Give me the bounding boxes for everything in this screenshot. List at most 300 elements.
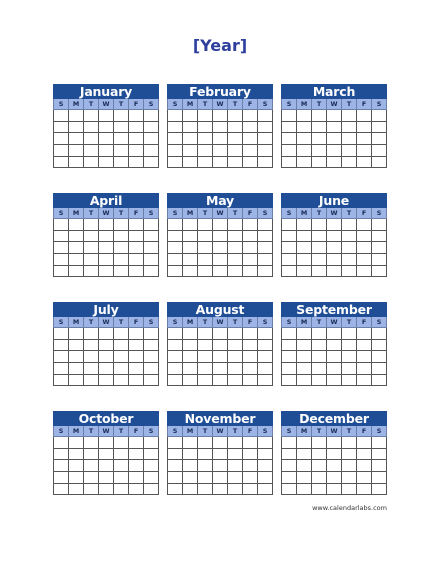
day-cell (243, 145, 258, 157)
day-cell (198, 254, 213, 266)
weekday-header-row (281, 208, 387, 219)
day-cell (228, 328, 243, 340)
day-cell (69, 437, 84, 449)
day-cell (144, 460, 159, 472)
day-cell (228, 231, 243, 243)
month-name: January (53, 84, 159, 99)
day-cell (99, 231, 114, 243)
day-cell (357, 437, 372, 449)
month-name: June (281, 193, 387, 208)
day-cell (228, 242, 243, 254)
day-cell (114, 484, 129, 496)
day-cell (129, 122, 144, 134)
day-cell (327, 157, 342, 169)
day-cell (69, 219, 84, 231)
day-cell (129, 484, 144, 496)
day-cell (372, 460, 387, 472)
day-cell (198, 133, 213, 145)
day-cell (84, 472, 99, 484)
day-cell (99, 157, 114, 169)
day-cell (258, 363, 273, 375)
weekday-header-row (167, 317, 273, 328)
day-cell (342, 363, 357, 375)
day-cell (282, 351, 297, 363)
day-cell (198, 363, 213, 375)
day-cell (114, 157, 129, 169)
day-cell (129, 254, 144, 266)
day-cell (312, 157, 327, 169)
day-cell (372, 254, 387, 266)
day-cell (282, 157, 297, 169)
day-cell (198, 157, 213, 169)
day-cell (297, 231, 312, 243)
weekday-label: T (228, 426, 243, 437)
day-cell (54, 133, 69, 145)
day-cell (228, 254, 243, 266)
day-cell (258, 340, 273, 352)
day-cell (228, 122, 243, 134)
weekday-label: S (168, 99, 183, 110)
day-cell (228, 266, 243, 278)
day-cell (282, 363, 297, 375)
weekday-label: T (84, 426, 99, 437)
day-cell (312, 363, 327, 375)
day-cell (198, 472, 213, 484)
day-cell (213, 157, 228, 169)
day-cell (144, 110, 159, 122)
day-cell (297, 110, 312, 122)
day-cell (228, 363, 243, 375)
day-cell (84, 122, 99, 134)
weekday-label: F (357, 317, 372, 328)
day-cell (312, 351, 327, 363)
day-cell (213, 133, 228, 145)
day-cell (198, 460, 213, 472)
day-cell (258, 145, 273, 157)
day-cell (342, 449, 357, 461)
day-cell (84, 328, 99, 340)
day-cell (312, 340, 327, 352)
day-cell (168, 449, 183, 461)
day-cell (228, 219, 243, 231)
day-cell (114, 472, 129, 484)
day-cell (243, 351, 258, 363)
day-cell (243, 375, 258, 387)
day-cell (297, 460, 312, 472)
day-cell (129, 157, 144, 169)
weekday-label: S (168, 317, 183, 328)
day-cell (198, 122, 213, 134)
day-cell (282, 449, 297, 461)
day-cell (198, 242, 213, 254)
day-cell (342, 437, 357, 449)
day-cell (144, 351, 159, 363)
day-cell (342, 133, 357, 145)
day-cell (114, 437, 129, 449)
day-cell (357, 266, 372, 278)
weekday-label: F (129, 317, 144, 328)
day-cell (99, 375, 114, 387)
day-cell (282, 242, 297, 254)
weekday-label: M (69, 99, 84, 110)
day-cell (357, 484, 372, 496)
day-cell (168, 363, 183, 375)
day-cell (198, 340, 213, 352)
day-cell (372, 231, 387, 243)
weekday-label: T (342, 426, 357, 437)
day-cell (243, 328, 258, 340)
day-cell (282, 133, 297, 145)
weekday-label: S (282, 317, 297, 328)
day-cell (228, 145, 243, 157)
day-cell (312, 460, 327, 472)
day-cell (327, 351, 342, 363)
day-cell (69, 231, 84, 243)
weekday-label: M (69, 317, 84, 328)
month-may (167, 193, 273, 277)
day-cell (69, 145, 84, 157)
day-cell (327, 122, 342, 134)
day-cell (282, 231, 297, 243)
weekday-label: S (282, 208, 297, 219)
day-cell (114, 231, 129, 243)
day-cell (84, 484, 99, 496)
weekday-label: F (129, 426, 144, 437)
day-cell (183, 254, 198, 266)
day-cell (297, 219, 312, 231)
day-cell (357, 133, 372, 145)
day-cell (168, 122, 183, 134)
day-cell (372, 133, 387, 145)
day-cell (312, 110, 327, 122)
day-cell (168, 375, 183, 387)
day-cell (114, 110, 129, 122)
weekday-label: F (243, 99, 258, 110)
day-cell (357, 375, 372, 387)
day-cell (114, 145, 129, 157)
weekday-label: S (372, 99, 387, 110)
day-cell (69, 133, 84, 145)
day-cell (114, 266, 129, 278)
day-cell (297, 328, 312, 340)
weekday-label: S (372, 317, 387, 328)
day-cell (357, 363, 372, 375)
day-cell (183, 157, 198, 169)
day-cell (129, 437, 144, 449)
day-cell (258, 484, 273, 496)
day-cell (213, 266, 228, 278)
day-cell (357, 460, 372, 472)
day-cell (312, 375, 327, 387)
weekday-header-row (167, 426, 273, 437)
day-cell (357, 122, 372, 134)
day-cell (213, 110, 228, 122)
day-cell (69, 460, 84, 472)
day-cell (114, 340, 129, 352)
day-cell (54, 242, 69, 254)
day-cell (183, 340, 198, 352)
weekday-label: W (213, 426, 228, 437)
day-cell (258, 157, 273, 169)
day-cell (243, 437, 258, 449)
day-cell (282, 122, 297, 134)
day-cell (213, 254, 228, 266)
day-cell (372, 340, 387, 352)
day-cell (297, 242, 312, 254)
day-cells (53, 437, 159, 495)
day-cell (144, 484, 159, 496)
weekday-label: M (183, 317, 198, 328)
day-cell (198, 437, 213, 449)
page-title: [Year] (192, 36, 248, 55)
day-cell (243, 122, 258, 134)
day-cell (99, 472, 114, 484)
day-cell (258, 449, 273, 461)
day-cell (258, 254, 273, 266)
day-cell (183, 266, 198, 278)
day-cell (54, 375, 69, 387)
day-cell (243, 157, 258, 169)
day-cell (144, 363, 159, 375)
day-cell (228, 340, 243, 352)
day-cell (99, 363, 114, 375)
day-cell (114, 122, 129, 134)
day-cell (168, 266, 183, 278)
day-cell (168, 157, 183, 169)
weekday-label: T (84, 317, 99, 328)
day-cell (372, 110, 387, 122)
weekday-label: S (144, 99, 159, 110)
day-cell (297, 437, 312, 449)
day-cell (168, 328, 183, 340)
day-cell (342, 266, 357, 278)
day-cell (342, 328, 357, 340)
day-cell (297, 375, 312, 387)
day-cell (129, 242, 144, 254)
day-cell (258, 110, 273, 122)
day-cell (54, 449, 69, 461)
day-cell (84, 242, 99, 254)
day-cell (297, 145, 312, 157)
day-cell (114, 363, 129, 375)
day-cell (213, 328, 228, 340)
day-cell (114, 242, 129, 254)
day-cell (99, 219, 114, 231)
day-cells (281, 110, 387, 168)
day-cell (84, 460, 99, 472)
day-cell (297, 254, 312, 266)
day-cell (297, 122, 312, 134)
day-cell (357, 145, 372, 157)
day-cell (84, 254, 99, 266)
weekday-label: S (54, 208, 69, 219)
day-cell (183, 133, 198, 145)
weekday-label: T (114, 208, 129, 219)
day-cell (183, 242, 198, 254)
day-cell (213, 363, 228, 375)
day-cell (342, 351, 357, 363)
day-cell (54, 472, 69, 484)
day-cell (54, 145, 69, 157)
day-cell (69, 340, 84, 352)
weekday-label: T (312, 317, 327, 328)
weekday-label: T (198, 426, 213, 437)
weekday-label: W (327, 99, 342, 110)
day-cell (243, 242, 258, 254)
day-cell (198, 328, 213, 340)
month-name: July (53, 302, 159, 317)
day-cell (357, 110, 372, 122)
day-cell (213, 460, 228, 472)
day-cell (258, 375, 273, 387)
weekday-header-row (53, 317, 159, 328)
weekday-label: W (327, 208, 342, 219)
weekday-label: S (168, 208, 183, 219)
day-cell (99, 460, 114, 472)
day-cell (69, 363, 84, 375)
day-cell (372, 266, 387, 278)
month-july (53, 302, 159, 386)
day-cell (342, 231, 357, 243)
day-cell (327, 340, 342, 352)
day-cell (183, 328, 198, 340)
day-cell (312, 133, 327, 145)
day-cell (243, 472, 258, 484)
day-cell (213, 375, 228, 387)
day-cell (312, 449, 327, 461)
weekday-label: M (297, 317, 312, 328)
day-cell (54, 484, 69, 496)
day-cell (129, 133, 144, 145)
weekday-label: W (327, 317, 342, 328)
weekday-label: S (258, 426, 273, 437)
day-cell (342, 340, 357, 352)
weekday-label: S (144, 426, 159, 437)
day-cell (312, 328, 327, 340)
weekday-header-row (281, 317, 387, 328)
weekday-label: T (342, 317, 357, 328)
day-cell (297, 266, 312, 278)
day-cell (84, 157, 99, 169)
day-cell (54, 254, 69, 266)
day-cell (327, 484, 342, 496)
weekday-label: S (372, 426, 387, 437)
day-cell (84, 351, 99, 363)
day-cell (297, 133, 312, 145)
day-cell (228, 133, 243, 145)
month-name: September (281, 302, 387, 317)
day-cell (129, 351, 144, 363)
day-cells (53, 219, 159, 277)
weekday-label: S (54, 426, 69, 437)
day-cell (342, 122, 357, 134)
day-cell (243, 219, 258, 231)
month-name: March (281, 84, 387, 99)
weekday-header-row (53, 208, 159, 219)
day-cell (327, 145, 342, 157)
day-cell (258, 460, 273, 472)
day-cell (282, 254, 297, 266)
day-cells (167, 219, 273, 277)
day-cell (198, 110, 213, 122)
day-cell (297, 157, 312, 169)
weekday-label: S (144, 317, 159, 328)
day-cell (168, 242, 183, 254)
day-cell (297, 351, 312, 363)
day-cell (183, 449, 198, 461)
day-cell (144, 375, 159, 387)
day-cell (54, 460, 69, 472)
weekday-label: F (129, 208, 144, 219)
day-cell (372, 437, 387, 449)
day-cells (281, 219, 387, 277)
day-cell (144, 266, 159, 278)
day-cell (198, 351, 213, 363)
day-cell (198, 375, 213, 387)
day-cell (312, 145, 327, 157)
day-cell (372, 472, 387, 484)
day-cell (168, 340, 183, 352)
month-name: February (167, 84, 273, 99)
month-october (53, 411, 159, 495)
day-cell (84, 110, 99, 122)
month-june (281, 193, 387, 277)
month-name: December (281, 411, 387, 426)
day-cell (99, 437, 114, 449)
day-cell (168, 472, 183, 484)
day-cell (69, 449, 84, 461)
day-cell (99, 242, 114, 254)
weekday-label: F (357, 99, 372, 110)
day-cell (342, 254, 357, 266)
weekday-label: M (69, 426, 84, 437)
day-cell (129, 231, 144, 243)
day-cell (297, 449, 312, 461)
day-cell (357, 351, 372, 363)
day-cell (99, 122, 114, 134)
day-cell (258, 122, 273, 134)
day-cell (84, 145, 99, 157)
weekday-label: F (243, 426, 258, 437)
day-cell (357, 472, 372, 484)
day-cell (357, 449, 372, 461)
day-cell (183, 460, 198, 472)
day-cell (183, 122, 198, 134)
day-cell (357, 231, 372, 243)
weekday-header-row (53, 99, 159, 110)
day-cell (228, 484, 243, 496)
day-cell (312, 472, 327, 484)
day-cell (312, 122, 327, 134)
day-cells (167, 328, 273, 386)
weekday-label: T (342, 99, 357, 110)
weekday-label: S (372, 208, 387, 219)
day-cell (144, 242, 159, 254)
weekday-label: T (312, 99, 327, 110)
day-cell (114, 449, 129, 461)
day-cell (144, 472, 159, 484)
day-cell (243, 266, 258, 278)
day-cell (327, 449, 342, 461)
day-cell (99, 340, 114, 352)
day-cell (114, 328, 129, 340)
day-cell (144, 340, 159, 352)
day-cell (372, 145, 387, 157)
weekday-label: T (114, 317, 129, 328)
weekday-label: S (258, 317, 273, 328)
day-cell (282, 340, 297, 352)
day-cell (129, 145, 144, 157)
